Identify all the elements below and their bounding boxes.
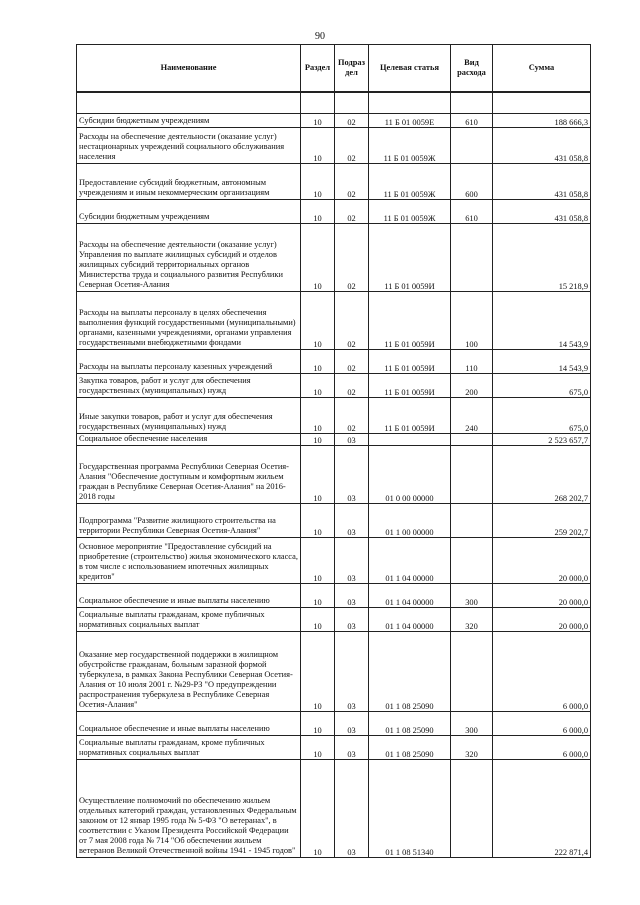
row-section: 10 xyxy=(301,349,335,373)
column-header-name: Наименование xyxy=(77,45,301,92)
row-name: Государственная программа Республики Северная Осетия-Алания "Обеспечение доступным и комфортным жильем граждан в Республике Северная Осетия-Алания" на 2016-2018 годы xyxy=(77,445,301,503)
row-name: Социальное обеспечение населения xyxy=(77,433,301,445)
row-type: 610 xyxy=(451,199,493,223)
row-name: Расходы на выплаты персоналу казенных учреждений xyxy=(77,349,301,373)
row-section: 10 xyxy=(301,537,335,583)
table-row xyxy=(77,631,591,711)
row-name: Социальные выплаты гражданам, кроме публичных нормативных социальных выплат xyxy=(77,735,301,759)
row-subsection: 03 xyxy=(335,759,369,857)
table-row xyxy=(77,537,591,583)
row-subsection: 03 xyxy=(335,631,369,711)
row-amount: 222 871,4 xyxy=(493,759,591,857)
row-type xyxy=(451,127,493,163)
row-name: Субсидии бюджетным учреждениям xyxy=(77,113,301,127)
row-target: 11 Б 01 0059И xyxy=(369,373,451,397)
row-amount: 259 202,7 xyxy=(493,503,591,537)
row-section: 10 xyxy=(301,503,335,537)
row-target: 11 Б 01 0059И xyxy=(369,349,451,373)
column-header-target: Целевая статья xyxy=(369,45,451,92)
row-target: 11 Б 01 0059Ж xyxy=(369,127,451,163)
row-type: 200 xyxy=(451,373,493,397)
row-target: 01 1 04 00000 xyxy=(369,583,451,607)
row-amount: 2 523 657,7 xyxy=(493,433,591,445)
row-target: 01 1 08 25090 xyxy=(369,711,451,735)
row-subsection: 02 xyxy=(335,199,369,223)
row-type xyxy=(451,503,493,537)
row-name: Социальные выплаты гражданам, кроме публичных нормативных социальных выплат xyxy=(77,607,301,631)
row-subsection: 03 xyxy=(335,583,369,607)
row-subsection: 03 xyxy=(335,607,369,631)
row-name: Предоставление субсидий бюджетным, автономным учреждениям и иным некоммерческим организациям xyxy=(77,163,301,199)
table-row xyxy=(77,349,591,373)
row-section: 10 xyxy=(301,291,335,349)
row-subsection: 02 xyxy=(335,291,369,349)
row-target: 01 1 04 00000 xyxy=(369,537,451,583)
row-amount: 14 543,9 xyxy=(493,349,591,373)
table-row xyxy=(77,163,591,199)
row-target: 11 Б 01 0059И xyxy=(369,291,451,349)
table-row xyxy=(77,291,591,349)
row-type: 320 xyxy=(451,735,493,759)
header-row xyxy=(77,45,591,92)
row-target: 01 1 08 25090 xyxy=(369,631,451,711)
row-type: 610 xyxy=(451,113,493,127)
page-number: 90 xyxy=(315,31,325,42)
row-section: 10 xyxy=(301,163,335,199)
row-type xyxy=(451,433,493,445)
row-type xyxy=(451,223,493,291)
column-header-amount: Сумма xyxy=(493,45,591,92)
row-subsection: 03 xyxy=(335,445,369,503)
table-row xyxy=(77,583,591,607)
row-type: 600 xyxy=(451,163,493,199)
table-row xyxy=(77,711,591,735)
row-name: Социальное обеспечение и иные выплаты населению xyxy=(77,583,301,607)
table-row xyxy=(77,113,591,127)
row-type: 300 xyxy=(451,711,493,735)
row-amount: 268 202,7 xyxy=(493,445,591,503)
row-name: Субсидии бюджетным учреждениям xyxy=(77,199,301,223)
column-header-section: Раздел xyxy=(301,45,335,92)
table-row xyxy=(77,735,591,759)
row-target: 01 1 04 00000 xyxy=(369,607,451,631)
row-section: 10 xyxy=(301,445,335,503)
row-subsection: 02 xyxy=(335,397,369,433)
row-amount: 20 000,0 xyxy=(493,537,591,583)
header-gap xyxy=(77,92,591,114)
row-section: 10 xyxy=(301,631,335,711)
row-section: 10 xyxy=(301,373,335,397)
row-target: 01 0 00 00000 xyxy=(369,445,451,503)
row-subsection: 03 xyxy=(335,433,369,445)
row-type xyxy=(451,537,493,583)
row-type: 240 xyxy=(451,397,493,433)
row-section: 10 xyxy=(301,223,335,291)
row-section: 10 xyxy=(301,735,335,759)
table-row xyxy=(77,433,591,445)
row-amount: 14 543,9 xyxy=(493,291,591,349)
table-row xyxy=(77,127,591,163)
row-subsection: 02 xyxy=(335,163,369,199)
row-amount: 20 000,0 xyxy=(493,583,591,607)
row-type: 320 xyxy=(451,607,493,631)
row-type: 300 xyxy=(451,583,493,607)
row-name: Расходы на выплаты персоналу в целях обеспечения выполнения функций государственными (муниципальными) органами, казенными учреждениями, органами управления государственными внебюджетными фондами xyxy=(77,291,301,349)
table-row xyxy=(77,445,591,503)
row-amount: 675,0 xyxy=(493,397,591,433)
row-subsection: 02 xyxy=(335,373,369,397)
row-subsection: 02 xyxy=(335,349,369,373)
row-amount: 431 058,8 xyxy=(493,199,591,223)
row-section: 10 xyxy=(301,607,335,631)
row-subsection: 03 xyxy=(335,735,369,759)
row-name: Иные закупки товаров, работ и услуг для обеспечения государственных (муниципальных) нужд xyxy=(77,397,301,433)
row-type xyxy=(451,445,493,503)
row-name: Закупка товаров, работ и услуг для обеспечения государственных (муниципальных) нужд xyxy=(77,373,301,397)
row-target: 11 Б 01 0059И xyxy=(369,223,451,291)
table-row xyxy=(77,223,591,291)
table-row xyxy=(77,759,591,857)
row-amount: 431 058,8 xyxy=(493,127,591,163)
row-type xyxy=(451,631,493,711)
row-subsection: 02 xyxy=(335,113,369,127)
row-target: 01 1 08 25090 xyxy=(369,735,451,759)
row-target: 11 Б 01 0059И xyxy=(369,397,451,433)
row-section: 10 xyxy=(301,397,335,433)
row-amount: 188 666,3 xyxy=(493,113,591,127)
row-subsection: 02 xyxy=(335,223,369,291)
row-amount: 15 218,9 xyxy=(493,223,591,291)
column-header-subsection: Подраз дел xyxy=(335,45,369,92)
row-section: 10 xyxy=(301,759,335,857)
budget-table xyxy=(76,44,591,858)
row-amount: 6 000,0 xyxy=(493,631,591,711)
row-amount: 6 000,0 xyxy=(493,711,591,735)
row-subsection: 03 xyxy=(335,537,369,583)
row-target: 01 1 08 51340 xyxy=(369,759,451,857)
row-type: 110 xyxy=(451,349,493,373)
row-name: Подпрограмма "Развитие жилищного строительства на территории Республики Северная Осетия-Алания" xyxy=(77,503,301,537)
row-target xyxy=(369,433,451,445)
row-name: Социальное обеспечение и иные выплаты населению xyxy=(77,711,301,735)
row-amount: 20 000,0 xyxy=(493,607,591,631)
row-target: 11 Б 01 0059Ж xyxy=(369,199,451,223)
row-subsection: 02 xyxy=(335,127,369,163)
row-name: Основное мероприятие "Предоставление субсидий на приобретение (строительство) жилья экономического класса, в том числе с использованием ипотечных жилищных кредитов" xyxy=(77,537,301,583)
row-section: 10 xyxy=(301,711,335,735)
table-row xyxy=(77,607,591,631)
row-subsection: 03 xyxy=(335,503,369,537)
row-name: Расходы на обеспечение деятельности (оказание услуг) Управления по выплате жилищных субсидий и отделов жилищных субсидий территориальных органов Министерства труда и социального развития Республики Северная Осетия-Алания xyxy=(77,223,301,291)
row-type xyxy=(451,759,493,857)
row-section: 10 xyxy=(301,127,335,163)
row-name: Осуществление полномочий по обеспечению жильем отдельных категорий граждан, установленных Федеральным законом от 12 январ 1995 года № 5-ФЗ "О ветеранах", в соответствии с Указом Президента Российской Федерации от 7 мая 2008 года № 714 "Об обеспечении жильем ветеранов Великой Отечественной войны 1941 - 1945 годов" xyxy=(77,759,301,857)
row-name: Оказание мер государственной поддержки в жилищном обустройстве гражданам, больным заразной формой туберкулеза, в рамках Закона Республики Северная Осетия-Алания от 10 июля 2001 г. №29-РЗ "О предупреждении распространения туберкулеза в Республике Северная Осетия-Алания" xyxy=(77,631,301,711)
row-name: Расходы на обеспечение деятельности (оказание услуг) нестационарных учреждений социального обслуживания населения xyxy=(77,127,301,163)
row-amount: 431 058,8 xyxy=(493,163,591,199)
row-subsection: 03 xyxy=(335,711,369,735)
row-section: 10 xyxy=(301,433,335,445)
row-section: 10 xyxy=(301,583,335,607)
column-header-type: Вид расхода xyxy=(451,45,493,92)
row-section: 10 xyxy=(301,113,335,127)
table-row xyxy=(77,397,591,433)
row-type: 100 xyxy=(451,291,493,349)
row-target: 11 Б 01 0059Е xyxy=(369,113,451,127)
table-row xyxy=(77,503,591,537)
table-row xyxy=(77,373,591,397)
row-section: 10 xyxy=(301,199,335,223)
row-target: 01 1 00 00000 xyxy=(369,503,451,537)
row-amount: 6 000,0 xyxy=(493,735,591,759)
row-amount: 675,0 xyxy=(493,373,591,397)
row-target: 11 Б 01 0059Ж xyxy=(369,163,451,199)
table-row xyxy=(77,199,591,223)
